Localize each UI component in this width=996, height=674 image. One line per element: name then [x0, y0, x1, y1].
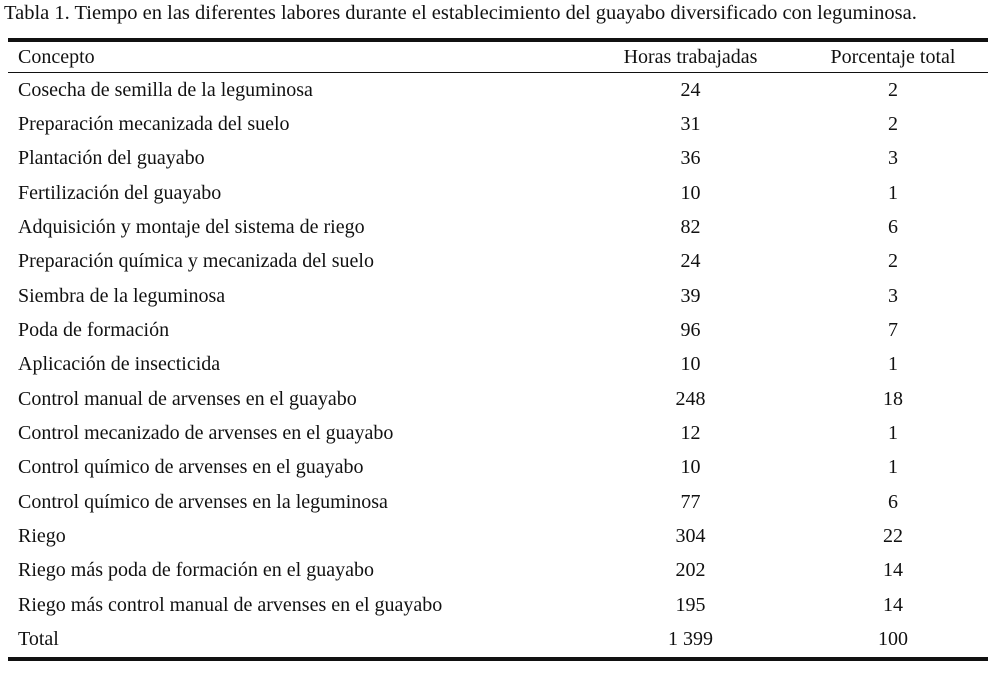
table-row: [8, 245, 988, 279]
cell-porcentaje: 1: [888, 456, 898, 479]
cell-horas: 10: [680, 353, 701, 376]
table-caption: Tabla 1. Tiempo en las diferentes labores durante el establecimiento del guayabo diversificado con leguminosa.: [4, 2, 917, 24]
cell-concepto: Riego: [18, 525, 66, 548]
cell-horas: 36: [680, 147, 701, 170]
table-row: [8, 176, 988, 210]
cell-concepto: Control químico de arvenses en el guayabo: [18, 456, 364, 479]
cell-concepto: Control químico de arvenses en la leguminosa: [18, 490, 388, 513]
cell-concepto: Preparación química y mecanizada del suelo: [18, 250, 374, 273]
table-row: [8, 313, 988, 347]
cell-concepto: Adquisición y montaje del sistema de riego: [18, 216, 365, 239]
table-row: [8, 210, 988, 244]
table-row: [8, 382, 988, 416]
table-row: [8, 73, 988, 107]
header-porcentaje: Porcentaje total: [830, 45, 956, 68]
cell-concepto: Siembra de la leguminosa: [18, 284, 226, 307]
cell-porcentaje: 18: [883, 387, 903, 410]
table-row: [8, 279, 988, 313]
cell-porcentaje: 14: [883, 593, 903, 616]
cell-horas: 24: [680, 78, 701, 101]
cell-concepto: Poda de formación: [18, 319, 170, 342]
table-row: [8, 416, 988, 450]
table-row: [8, 588, 988, 622]
table-row: [8, 348, 988, 382]
total-row: [8, 623, 988, 657]
table-row: [8, 485, 988, 519]
cell-horas: 31: [680, 113, 701, 136]
cell-concepto: Cosecha de semilla de la leguminosa: [18, 78, 313, 101]
table-header-row: [8, 42, 988, 73]
cell-concepto: Riego más poda de formación en el guayabo: [18, 559, 374, 582]
cell-concepto: Plantación del guayabo: [18, 147, 205, 170]
cell-porcentaje: 2: [888, 113, 898, 136]
cell-horas: 195: [675, 593, 706, 616]
table-row: [8, 142, 988, 176]
cell-horas: 12: [680, 422, 701, 445]
table-body: [8, 73, 988, 657]
cell-concepto: Control manual de arvenses en el guayabo: [18, 387, 357, 410]
cell-porcentaje: 22: [883, 525, 903, 548]
cell-horas: 77: [680, 490, 701, 513]
cell-concepto: Control mecanizado de arvenses en el guayabo: [18, 422, 394, 445]
cell-concepto: Preparación mecanizada del suelo: [18, 113, 290, 136]
cell-porcentaje: 1: [888, 422, 898, 445]
cell-horas: 10: [680, 181, 701, 204]
cell-horas: 1 399: [668, 628, 713, 651]
cell-porcentaje: 3: [888, 147, 898, 170]
cell-porcentaje: 100: [878, 628, 908, 651]
cell-horas: 24: [680, 250, 701, 273]
cell-porcentaje: 1: [888, 181, 898, 204]
header-concepto: Concepto: [18, 45, 95, 68]
table-row: [8, 554, 988, 588]
cell-horas: 248: [675, 387, 706, 410]
cell-concepto: Riego más control manual de arvenses en el guayabo: [18, 593, 443, 616]
cell-porcentaje: 3: [888, 284, 898, 307]
table-row: [8, 107, 988, 141]
header-horas: Horas trabajadas: [623, 45, 758, 68]
cell-porcentaje: 6: [888, 490, 898, 513]
cell-porcentaje: 2: [888, 78, 898, 101]
cell-concepto: Aplicación de insecticida: [18, 353, 221, 376]
cell-porcentaje: 6: [888, 216, 898, 239]
table-row: [8, 451, 988, 485]
cell-horas: 82: [680, 216, 701, 239]
cell-horas: 304: [675, 525, 706, 548]
cell-horas: 10: [680, 456, 701, 479]
table-row: [8, 519, 988, 553]
cell-horas: 39: [680, 284, 701, 307]
cell-horas: 96: [680, 319, 701, 342]
labor-time-table: [8, 38, 988, 661]
cell-concepto: Total: [18, 628, 59, 651]
cell-porcentaje: 2: [888, 250, 898, 273]
cell-porcentaje: 1: [888, 353, 898, 376]
cell-porcentaje: 14: [883, 559, 903, 582]
cell-porcentaje: 7: [888, 319, 898, 342]
cell-horas: 202: [675, 559, 706, 582]
cell-concepto: Fertilización del guayabo: [18, 181, 222, 204]
